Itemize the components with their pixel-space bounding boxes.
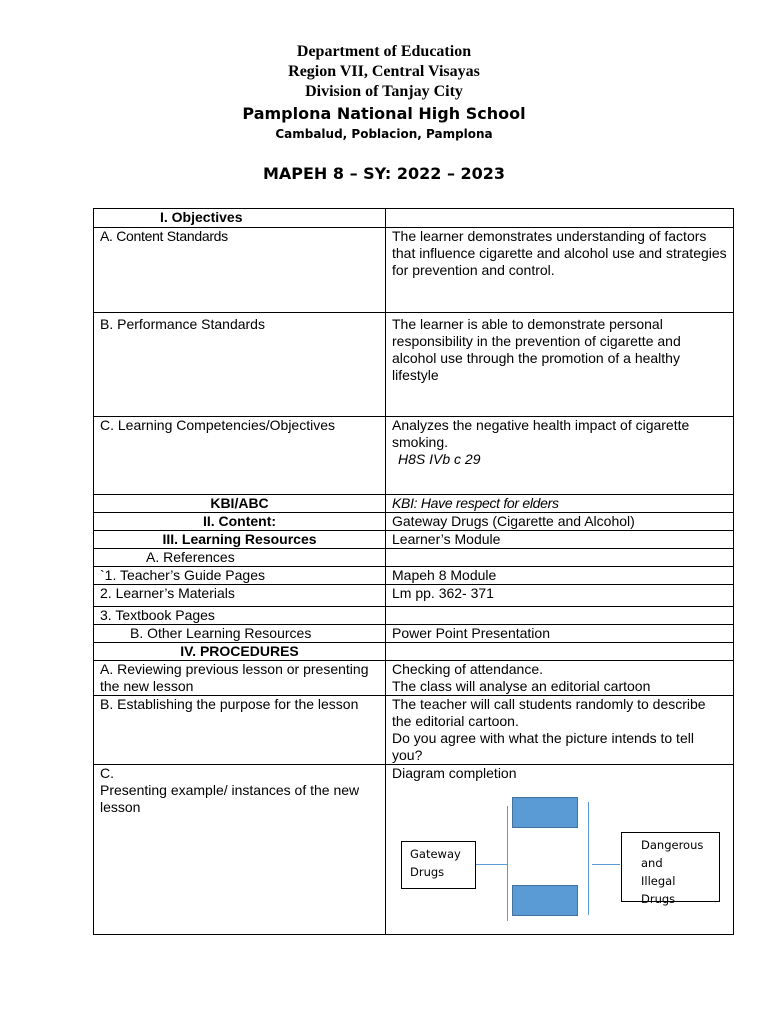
- gateway-drugs-box: Gateway Drugs: [401, 841, 476, 889]
- table-row: [94, 209, 734, 228]
- textbook-pages-label: 3. Textbook Pages: [94, 607, 386, 625]
- learners-materials-label: 2. Learner’s Materials: [94, 585, 386, 607]
- blank-answer-box-bottom[interactable]: [512, 885, 578, 916]
- table-row: [94, 567, 734, 585]
- table-row: [94, 661, 734, 696]
- division-title: Division of Tanjay City: [305, 83, 463, 100]
- content-standards-text: The learner demonstrates understanding of factors that influence cigarette and alcohol use and strategies for prevention and control.: [386, 228, 734, 313]
- table-row: [94, 696, 734, 765]
- procedures-heading: IV. PROCEDURES: [94, 643, 386, 661]
- presenting-text: Diagram completion: [392, 765, 517, 781]
- content-standards-label: A. Content Standards: [94, 228, 386, 313]
- table-row: [94, 549, 734, 567]
- connector-line: [507, 806, 508, 921]
- department-title: Department of Education: [296, 43, 472, 60]
- competencies-text: Analyzes the negative health impact of cigarette smoking.: [392, 417, 690, 450]
- resources-label: III. Learning Resources: [94, 531, 386, 549]
- connector-line: [588, 802, 589, 915]
- connector-line: [592, 864, 620, 865]
- competencies-label: C. Learning Competencies/Objectives: [94, 417, 386, 495]
- school-name: Pamplona National High School: [242, 104, 526, 123]
- purpose-text-2: Do you agree with what the picture intends to tell you?: [392, 730, 694, 763]
- presenting-letter: C.: [100, 765, 114, 781]
- content-text: Gateway Drugs (Cigarette and Alcohol): [386, 513, 734, 531]
- school-address: Cambalud, Poblacion, Pamplona: [275, 127, 493, 141]
- performance-standards-label: B. Performance Standards: [94, 313, 386, 417]
- blank-answer-box-top[interactable]: [512, 797, 578, 828]
- objectives-heading: I. Objectives: [94, 209, 386, 228]
- reviewing-text-1: Checking of attendance.: [392, 661, 543, 677]
- table-row: [94, 417, 734, 495]
- teachers-guide-text: Mapeh 8 Module: [386, 567, 734, 585]
- kbi-text: KBI: Have respect for elders: [386, 495, 734, 513]
- table-row: [94, 585, 734, 607]
- connector-line: [476, 864, 508, 865]
- table-row: [94, 313, 734, 417]
- reviewing-label: A. Reviewing previous lesson or presenting the new lesson: [94, 661, 386, 696]
- subject-title: MAPEH 8 – SY: 2022 – 2023: [262, 164, 506, 183]
- resources-text: Learner’s Module: [386, 531, 734, 549]
- purpose-label: B. Establishing the purpose for the lesson: [94, 696, 386, 765]
- other-resources-text: Power Point Presentation: [386, 625, 734, 643]
- gateway-drugs-diagram: [392, 784, 727, 934]
- performance-standards-text: The learner is able to demonstrate personal responsibility in the prevention of cigarette and alcohol use through the promotion of a healthy lifestyle: [386, 313, 734, 417]
- table-row: [94, 643, 734, 661]
- table-row: [94, 765, 734, 935]
- table-row: [94, 228, 734, 313]
- competencies-code: H8S IVb c 29: [398, 451, 481, 467]
- table-row: [94, 607, 734, 625]
- purpose-text-1: The teacher will call students randomly to describe the editorial cartoon.: [392, 696, 706, 729]
- other-resources-label: B. Other Learning Resources: [94, 625, 386, 643]
- learners-materials-text: Lm pp. 362- 371: [386, 585, 734, 607]
- table-row: [94, 495, 734, 513]
- teachers-guide-label: `1. Teacher’s Guide Pages: [94, 567, 386, 585]
- kbi-label: KBI/ABC: [94, 495, 386, 513]
- reviewing-text-2: The class will analyse an editorial cartoon: [392, 678, 651, 694]
- dangerous-illegal-drugs-box: Dangerous and Illegal Drugs: [621, 832, 720, 902]
- table-row: [94, 531, 734, 549]
- lesson-plan-table: [93, 208, 734, 935]
- references-label: A. References: [94, 549, 386, 567]
- table-row: [94, 513, 734, 531]
- region-title: Region VII, Central Visayas: [288, 63, 480, 80]
- presenting-label: Presenting example/ instances of the new lesson: [100, 782, 360, 815]
- table-row: [94, 625, 734, 643]
- content-label: II. Content:: [94, 513, 386, 531]
